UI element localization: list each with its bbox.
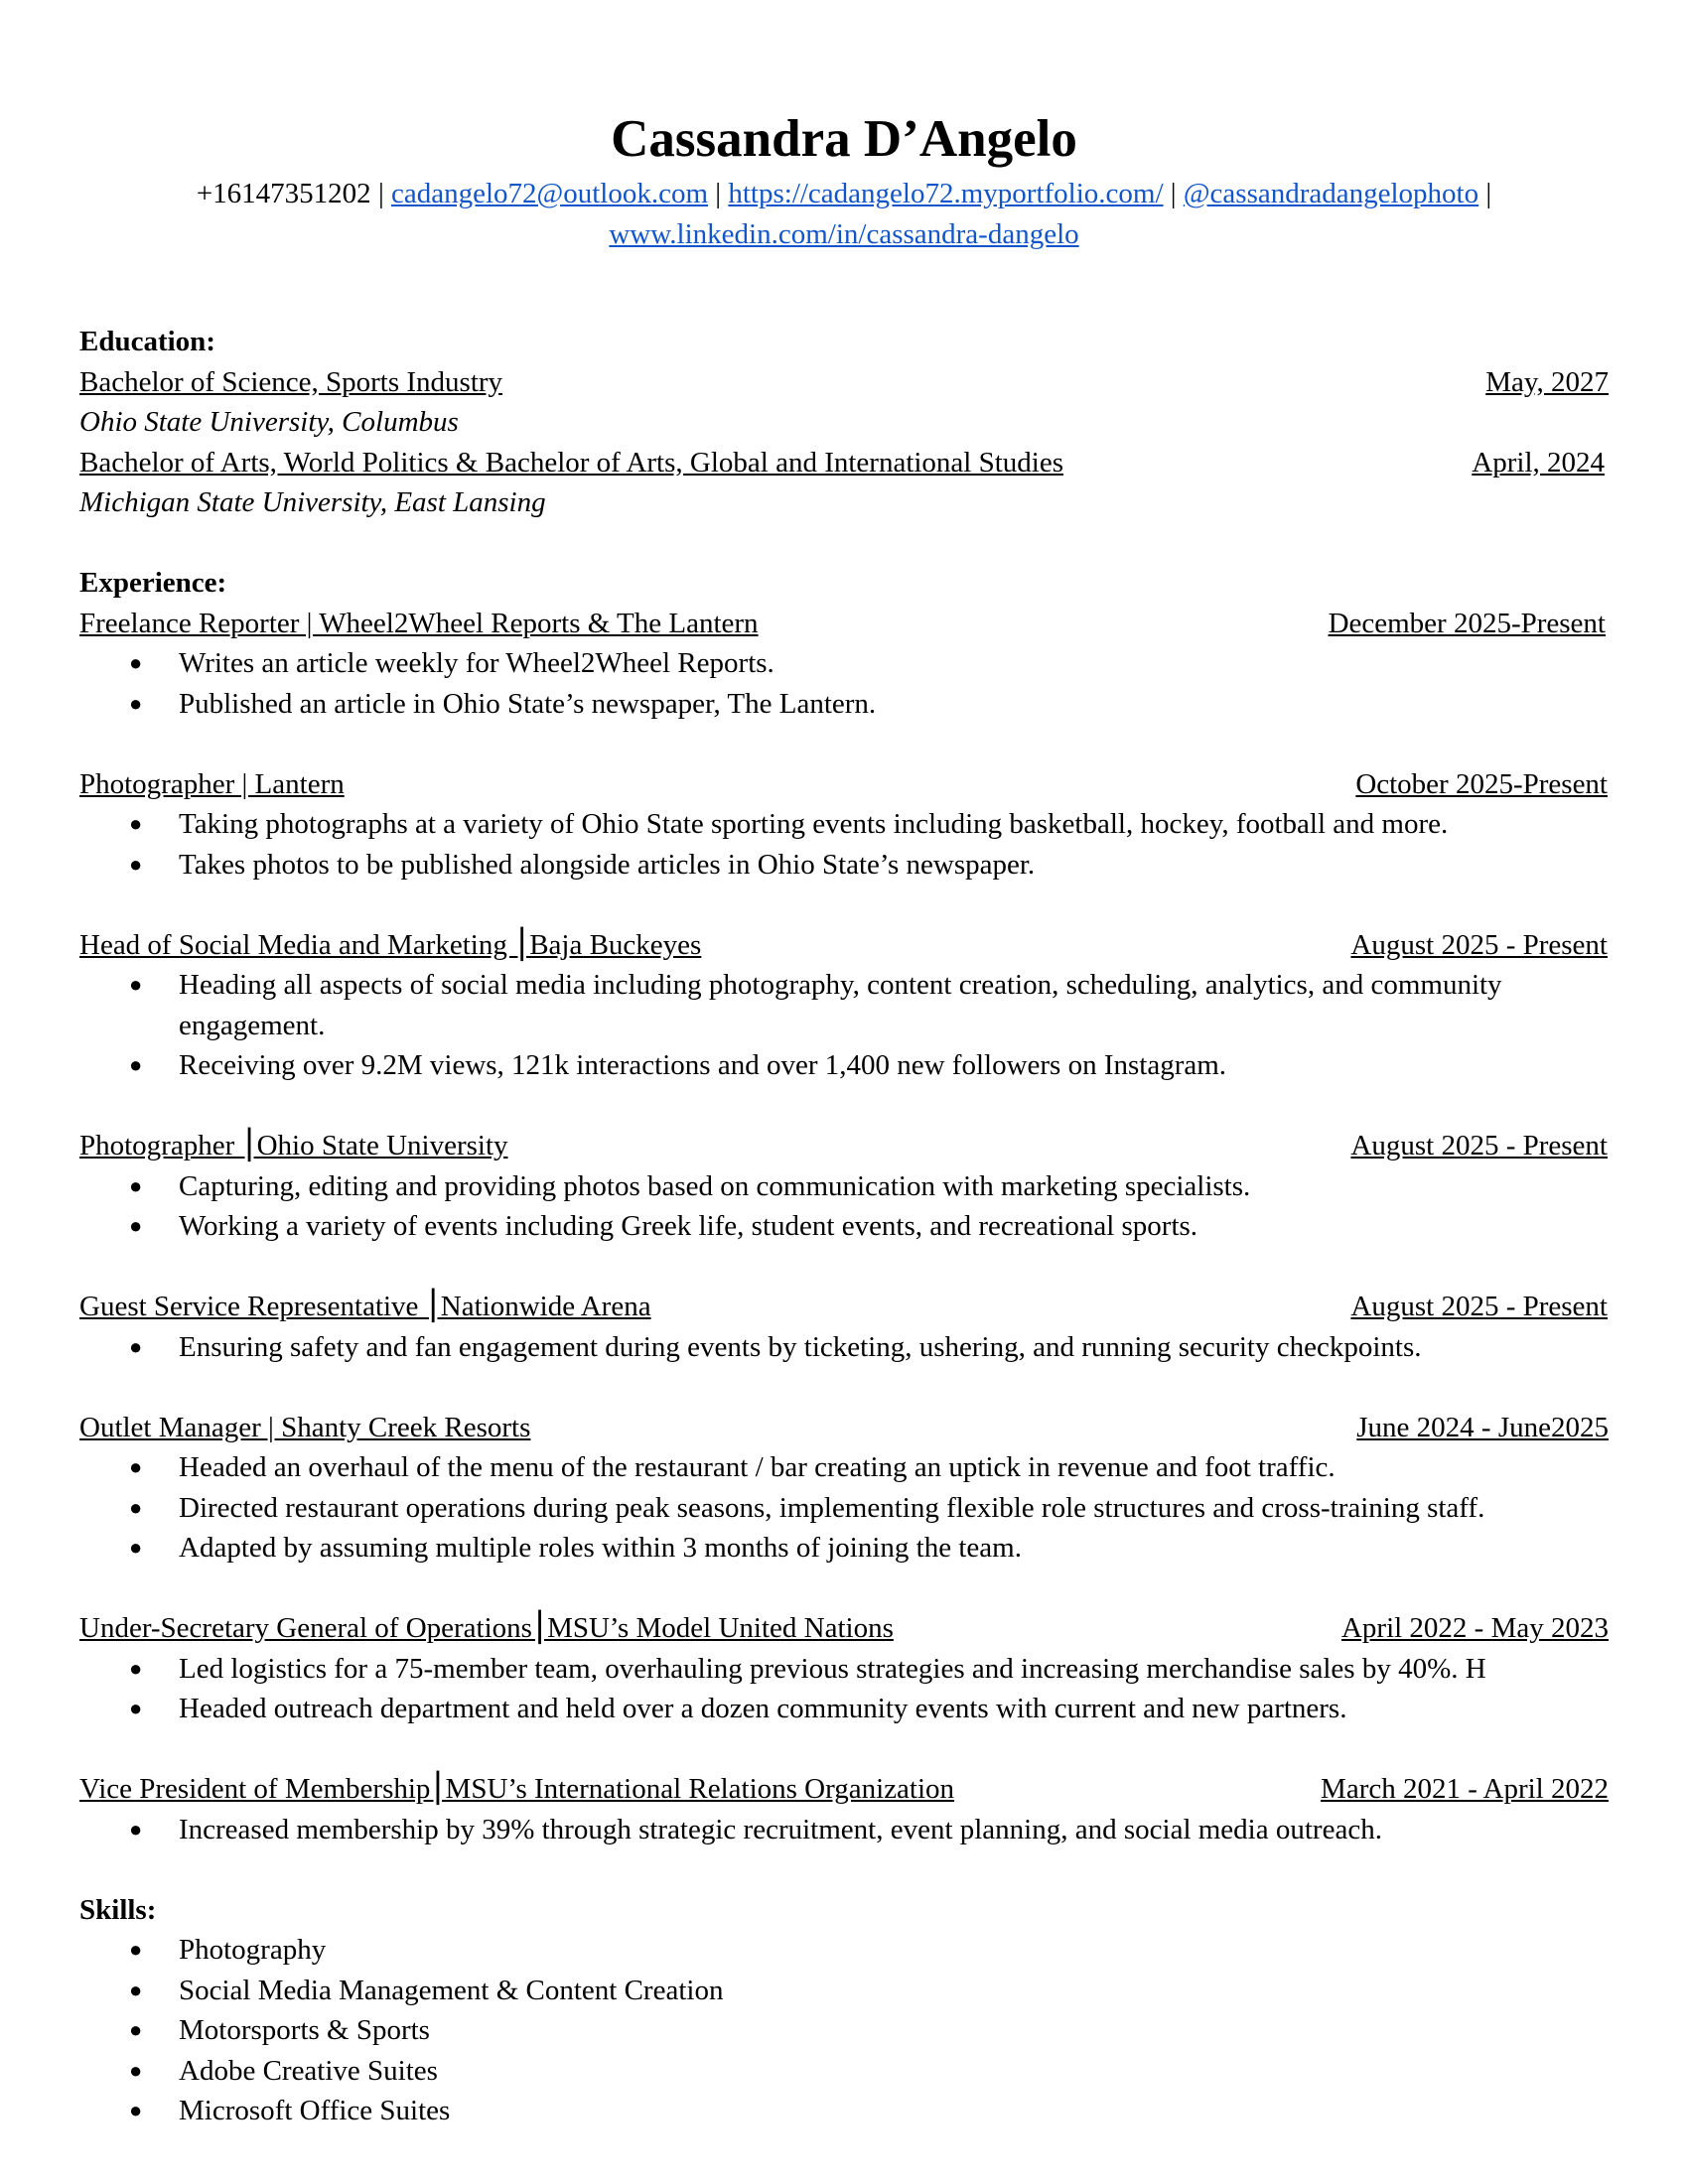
degree-title: Bachelor of Arts, World Politics & Bachelor of Arts, Global and International Studies — [79, 446, 1064, 478]
job-header — [79, 1408, 1609, 1448]
bullet-icon: ● — [129, 2017, 143, 2042]
school-name: Michigan State University, East Lansing — [79, 486, 546, 518]
bullet-text: Published an article in Ohio State’s newspaper, The Lantern. — [179, 687, 877, 720]
school-name: Ohio State University, Columbus — [79, 406, 459, 438]
bullet-icon: ● — [129, 1655, 143, 1681]
contact-info — [79, 174, 1609, 254]
education-heading: Education: — [79, 326, 215, 357]
job-date: August 2025 - Present — [1350, 928, 1608, 961]
job-bullets — [79, 1166, 1609, 1247]
bullet-icon: ● — [129, 1937, 143, 1962]
email-link[interactable]: cadangelo72@outlook.com — [391, 178, 709, 209]
experience-heading: Experience: — [79, 567, 227, 599]
job-date: April 2022 - May 2023 — [1340, 1612, 1609, 1644]
job-bullets — [79, 1447, 1609, 1569]
bullet-icon: ● — [129, 972, 143, 997]
bullet-text: Writes an article weekly for Wheel2Wheel Reports. — [179, 647, 774, 679]
list-item — [79, 1689, 1609, 1729]
bullet-text: Directed restaurant operations during peak seasons, implementing flexible role structures and cross-training staff. — [179, 1491, 1485, 1524]
job-header — [79, 1769, 1609, 1810]
skill-text: Adobe Creative Suites — [179, 2054, 438, 2087]
list-item — [79, 1528, 1609, 1569]
bullet-icon: ● — [129, 2098, 143, 2122]
bullet-text: Working a variety of events including Greek life, student events, and recreational sports. — [179, 1210, 1198, 1242]
bullet-icon: ● — [129, 1213, 143, 1238]
bullet-icon: ● — [129, 1696, 143, 1720]
skills-list — [79, 1930, 1609, 2131]
list-item — [79, 1930, 1609, 1971]
list-item — [79, 643, 1609, 684]
bullet-icon: ● — [129, 1454, 143, 1479]
job-role: Under-Secretary General of Operations⎮MSU’s Model United Nations — [79, 1612, 894, 1644]
bullet-icon: ● — [129, 1494, 143, 1520]
instagram-link[interactable]: @cassandradangelophoto — [1183, 178, 1479, 209]
skill-text: Social Media Management & Content Creation — [179, 1974, 724, 2006]
bullet-icon: ● — [129, 1172, 143, 1198]
job-bullets — [79, 643, 1609, 724]
job-header — [79, 1608, 1609, 1649]
list-item — [79, 1045, 1609, 1086]
job-bullets — [79, 1649, 1609, 1729]
list-item — [79, 1447, 1609, 1488]
list-item — [79, 1649, 1609, 1690]
bullet-icon: ● — [129, 650, 143, 675]
candidate-name: Cassandra D’Angelo — [611, 110, 1077, 168]
bullet-text: Ensuring safety and fan engagement during events by ticketing, ushering, and running security checkpoints. — [179, 1330, 1422, 1363]
bullet-text: Heading all aspects of social media including photography, content creation, scheduling, analytics, and community engagement. — [179, 969, 1502, 1041]
list-item — [79, 1488, 1609, 1529]
list-item — [79, 1327, 1609, 1368]
separator: | — [370, 178, 391, 209]
bullet-icon: ● — [129, 851, 143, 877]
bullet-icon: ● — [129, 1333, 143, 1359]
job-role: Outlet Manager | Shanty Creek Resorts — [79, 1411, 531, 1443]
job-header — [79, 1126, 1609, 1166]
job-date: June 2024 - June2025 — [1356, 1411, 1609, 1443]
separator: | — [1478, 178, 1492, 209]
skills-heading: Skills: — [79, 1893, 157, 1926]
job-header — [79, 604, 1609, 644]
bullet-text: Capturing, editing and providing photos based on communication with marketing specialists. — [179, 1169, 1251, 1202]
resume-page — [79, 104, 1609, 2131]
list-item — [79, 2091, 1609, 2131]
bullet-icon: ● — [129, 1977, 143, 2002]
education-entry — [79, 443, 1609, 483]
list-item — [79, 1166, 1609, 1207]
bullet-icon: ● — [129, 690, 143, 716]
skill-text: Microsoft Office Suites — [179, 2095, 451, 2126]
job-role: Vice President of Membership⎮MSU’s International Relations Organization — [79, 1773, 955, 1805]
job-role: Head of Social Media and Marketing ⎮Baja Buckeyes — [79, 928, 702, 961]
job-bullets — [79, 804, 1609, 885]
job-role: Freelance Reporter | Wheel2Wheel Reports & The Lantern — [79, 607, 759, 639]
bullet-text: Led logistics for a 75-member team, overhauling previous strategies and increasing merchandise sales by 40%. H — [179, 1652, 1486, 1685]
bullet-text: Adapted by assuming multiple roles within 3 months of joining the team. — [179, 1532, 1022, 1564]
separator: | — [1163, 178, 1184, 209]
bullet-icon: ● — [129, 1535, 143, 1560]
list-item — [79, 965, 1609, 1045]
job-date: October 2025-Present — [1355, 767, 1608, 800]
list-item — [79, 2051, 1609, 2092]
degree-date: May, 2027 — [1485, 365, 1609, 398]
list-item — [79, 845, 1609, 886]
degree-date: April, 2024 — [1472, 446, 1605, 478]
education-entry — [79, 362, 1609, 403]
job-date: December 2025-Present — [1328, 607, 1606, 639]
job-date: August 2025 - Present — [1350, 1291, 1608, 1322]
bullet-text: Increased membership by 39% through strategic recruitment, event planning, and social media outreach. — [179, 1813, 1382, 1845]
list-item — [79, 684, 1609, 725]
bullet-text: Receiving over 9.2M views, 121k interactions and over 1,400 new followers on Instagram. — [179, 1049, 1227, 1081]
list-item — [79, 1971, 1609, 2011]
list-item — [79, 1810, 1609, 1850]
skill-text: Photography — [179, 1934, 327, 1966]
job-header — [79, 1287, 1609, 1327]
phone-number: +16147351202 — [196, 178, 371, 209]
job-role: Guest Service Representative ⎮Nationwide Arena — [79, 1291, 651, 1322]
job-date: March 2021 - April 2022 — [1321, 1773, 1609, 1805]
list-item — [79, 804, 1609, 845]
job-header — [79, 925, 1609, 966]
bullet-text: Takes photos to be published alongside articles in Ohio State’s newspaper. — [179, 848, 1036, 881]
separator: | — [708, 178, 729, 209]
degree-title: Bachelor of Science, Sports Industry — [79, 365, 503, 398]
bullet-text: Headed an overhaul of the menu of the restaurant / bar creating an uptick in revenue and foot traffic. — [179, 1451, 1336, 1483]
bullet-icon: ● — [129, 811, 143, 836]
list-item — [79, 1206, 1609, 1247]
job-role: Photographer | Lantern — [79, 767, 345, 800]
bullet-text: Headed outreach department and held over a dozen community events with current and new partners. — [179, 1693, 1347, 1724]
skill-text: Motorsports & Sports — [179, 2014, 430, 2046]
linkedin-link[interactable]: www.linkedin.com/in/cassandra-dangelo — [609, 217, 1079, 250]
job-bullets — [79, 965, 1609, 1086]
bullet-icon: ● — [129, 1816, 143, 1842]
job-date: August 2025 - Present — [1350, 1130, 1608, 1161]
job-bullets — [79, 1810, 1609, 1850]
bullet-text: Taking photographs at a variety of Ohio State sporting events including basketball, hockey, football and more. — [179, 808, 1449, 840]
bullet-icon: ● — [129, 1052, 143, 1077]
job-role: Photographer ⎮Ohio State University — [79, 1130, 508, 1161]
list-item — [79, 2010, 1609, 2051]
portfolio-link[interactable]: https://cadangelo72.myportfolio.com/ — [728, 178, 1164, 209]
job-header — [79, 764, 1609, 805]
bullet-icon: ● — [129, 2057, 143, 2083]
job-bullets — [79, 1327, 1609, 1368]
